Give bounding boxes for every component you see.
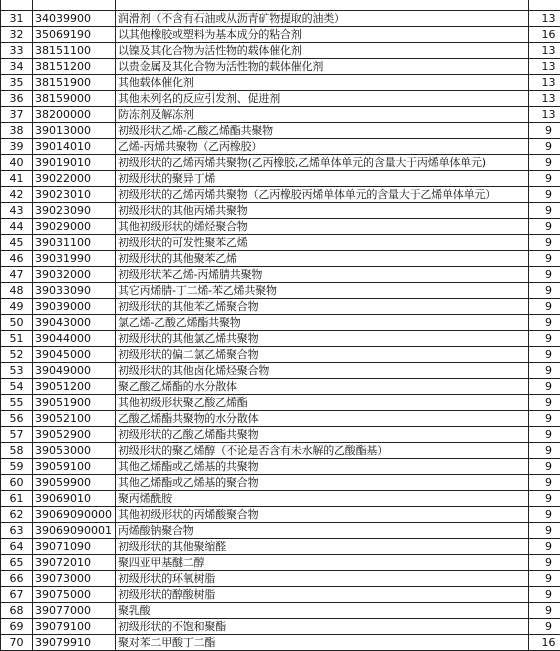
rate-cell: 9 — [529, 299, 560, 315]
table-row — [1, 603, 560, 619]
table-row — [1, 411, 560, 427]
row-number-cell: 49 — [1, 299, 33, 315]
commodity-code-cell: 39052900 — [33, 427, 116, 443]
description-cell: 初级形状的偏二氯乙烯聚合物 — [116, 347, 529, 363]
rate-cell: 9 — [529, 235, 560, 251]
rate-cell: 9 — [529, 587, 560, 603]
commodity-code-cell: 38200000 — [33, 107, 116, 123]
row-number-cell: 68 — [1, 603, 33, 619]
row-number-cell: 31 — [1, 11, 33, 27]
description-cell: 聚乙酸乙烯酯的水分散体 — [116, 379, 529, 395]
commodity-code-cell: 39059100 — [33, 459, 116, 475]
description-cell: 乙酸乙烯酯共聚物的水分散体 — [116, 411, 529, 427]
row-number-cell: 44 — [1, 219, 33, 235]
description-cell: 防冻剂及解冻剂 — [116, 107, 529, 123]
table-row — [1, 395, 560, 411]
rate-cell: 9 — [529, 315, 560, 331]
commodity-code-cell: 38151900 — [33, 75, 116, 91]
table-row — [1, 27, 560, 43]
description-cell: 润滑剂（不含有石油或从沥青矿物提取的油类） — [116, 11, 529, 27]
description-cell: 初级形状的其他苯乙烯聚合物 — [116, 299, 529, 315]
row-number-cell: 42 — [1, 187, 33, 203]
description-cell: 初级形状的其他丙烯共聚物 — [116, 203, 529, 219]
row-number-cell: 55 — [1, 395, 33, 411]
row-number-cell: 58 — [1, 443, 33, 459]
rate-cell: 13 — [529, 75, 560, 91]
commodity-code-cell: 39059900 — [33, 475, 116, 491]
description-cell: 聚丙烯酰胺 — [116, 491, 529, 507]
rate-cell: 9 — [529, 219, 560, 235]
table-row — [1, 299, 560, 315]
rate-cell: 9 — [529, 379, 560, 395]
rate-cell — [529, 0, 560, 11]
description-cell: 以贵金属及其化合物为活性物的载体催化剂 — [116, 59, 529, 75]
table-row — [1, 219, 560, 235]
row-number-cell: 54 — [1, 379, 33, 395]
table-row — [1, 555, 560, 571]
description-cell: 丙烯酸钠聚合物 — [116, 523, 529, 539]
commodity-code-cell: 39072010 — [33, 555, 116, 571]
table-row — [1, 507, 560, 523]
description-cell: 其他未列名的反应引发剂、促进剂 — [116, 91, 529, 107]
rate-cell: 9 — [529, 155, 560, 171]
commodity-code-cell — [33, 0, 116, 11]
description-cell: 初级形状的其他聚苯乙烯 — [116, 251, 529, 267]
row-number-cell: 52 — [1, 347, 33, 363]
table-row — [1, 491, 560, 507]
row-number-cell: 67 — [1, 587, 33, 603]
commodity-code-cell: 39044000 — [33, 331, 116, 347]
description-cell: 初级形状的聚异丁烯 — [116, 171, 529, 187]
description-cell: 初级形状的乙烯丙烯共聚物（乙丙橡胶丙烯单体单元的含量大于乙烯单体单元） — [116, 187, 529, 203]
table-row — [1, 571, 560, 587]
row-number-cell: 64 — [1, 539, 33, 555]
row-number-cell: 45 — [1, 235, 33, 251]
rate-cell: 9 — [529, 331, 560, 347]
rate-cell: 9 — [529, 411, 560, 427]
table-row — [1, 427, 560, 443]
table-row — [1, 203, 560, 219]
row-number-cell: 33 — [1, 43, 33, 59]
description-cell — [116, 0, 529, 11]
rate-cell: 9 — [529, 475, 560, 491]
commodity-code-cell: 38159000 — [33, 91, 116, 107]
rate-cell: 9 — [529, 363, 560, 379]
table-row — [1, 459, 560, 475]
table-row — [1, 91, 560, 107]
rate-cell: 9 — [529, 171, 560, 187]
table-row — [1, 107, 560, 123]
commodity-code-cell: 39079100 — [33, 619, 116, 635]
row-number-cell: 53 — [1, 363, 33, 379]
description-cell: 初级形状的乙烯丙烯共聚物(乙丙橡胶,乙烯单体单元的含量大于丙烯单体单元) — [116, 155, 529, 171]
row-number-cell: 70 — [1, 635, 33, 651]
row-number-cell: 69 — [1, 619, 33, 635]
row-number-cell: 65 — [1, 555, 33, 571]
commodity-code-cell: 39073000 — [33, 571, 116, 587]
row-number-cell: 35 — [1, 75, 33, 91]
rate-cell: 16 — [529, 27, 560, 43]
rate-cell: 9 — [529, 187, 560, 203]
description-cell: 初级形状的聚乙烯醇（不论是否含有未水解的乙酸酯基） — [116, 443, 529, 459]
table-row — [1, 379, 560, 395]
commodity-code-cell: 39075000 — [33, 587, 116, 603]
description-cell: 其它丙烯腈-丁二烯-苯乙烯共聚物 — [116, 283, 529, 299]
description-cell: 初级形状的可发性聚苯乙烯 — [116, 235, 529, 251]
commodity-code-cell: 39045000 — [33, 347, 116, 363]
table-row — [1, 587, 560, 603]
commodity-code-cell: 39023010 — [33, 187, 116, 203]
table-row — [1, 443, 560, 459]
row-number-cell — [1, 0, 33, 11]
description-cell: 初级形状的其他聚缩醛 — [116, 539, 529, 555]
description-cell: 初级形状乙烯-乙酸乙烯酯共聚物 — [116, 123, 529, 139]
table-row — [1, 43, 560, 59]
table-row — [1, 251, 560, 267]
commodity-code-cell: 39019010 — [33, 155, 116, 171]
rate-cell: 9 — [529, 267, 560, 283]
table-row — [1, 139, 560, 155]
description-cell: 初级形状的其他卤化烯烃聚合物 — [116, 363, 529, 379]
row-number-cell: 40 — [1, 155, 33, 171]
table-row — [1, 187, 560, 203]
row-number-cell: 37 — [1, 107, 33, 123]
row-number-cell: 56 — [1, 411, 33, 427]
description-cell: 初级形状的环氧树脂 — [116, 571, 529, 587]
description-cell: 初级形状的醇酸树脂 — [116, 587, 529, 603]
table-row — [1, 283, 560, 299]
commodity-code-cell: 39051900 — [33, 395, 116, 411]
description-cell: 其他乙烯酯或乙烯基的聚合物 — [116, 475, 529, 491]
row-number-cell: 61 — [1, 491, 33, 507]
row-number-cell: 47 — [1, 267, 33, 283]
rate-cell: 13 — [529, 91, 560, 107]
commodity-code-cell: 39032000 — [33, 267, 116, 283]
row-number-cell: 60 — [1, 475, 33, 491]
table-row — [1, 267, 560, 283]
description-cell: 氯乙烯-乙酸乙烯酯共聚物 — [116, 315, 529, 331]
commodity-code-cell: 39029000 — [33, 219, 116, 235]
commodity-code-cell: 34039900 — [33, 11, 116, 27]
description-cell: 其他初级形状的丙烯酸聚合物 — [116, 507, 529, 523]
row-number-cell: 59 — [1, 459, 33, 475]
commodity-code-cell: 38151100 — [33, 43, 116, 59]
rate-cell: 9 — [529, 571, 560, 587]
row-number-cell: 51 — [1, 331, 33, 347]
row-number-cell: 66 — [1, 571, 33, 587]
commodity-code-cell: 39053000 — [33, 443, 116, 459]
row-number-cell: 46 — [1, 251, 33, 267]
commodity-code-cell: 39013000 — [33, 123, 116, 139]
description-cell: 以其他橡胶或塑料为基本成分的粘合剂 — [116, 27, 529, 43]
table-row — [1, 635, 560, 651]
rate-cell: 9 — [529, 123, 560, 139]
commodity-code-cell: 39039000 — [33, 299, 116, 315]
description-cell: 其他乙烯酯或乙烯基的共聚物 — [116, 459, 529, 475]
commodity-code-cell: 39077000 — [33, 603, 116, 619]
commodity-code-cell: 39031990 — [33, 251, 116, 267]
description-cell: 初级形状的乙酸乙烯酯共聚物 — [116, 427, 529, 443]
row-number-cell: 32 — [1, 27, 33, 43]
table-row — [1, 523, 560, 539]
rate-cell: 9 — [529, 603, 560, 619]
rate-cell: 9 — [529, 555, 560, 571]
description-cell: 初级形状的不饱和聚酯 — [116, 619, 529, 635]
rate-cell: 13 — [529, 43, 560, 59]
rate-cell: 9 — [529, 539, 560, 555]
table-row — [1, 171, 560, 187]
description-cell: 乙烯-丙烯共聚物（乙丙橡胶） — [116, 139, 529, 155]
row-number-cell: 43 — [1, 203, 33, 219]
table-row — [1, 539, 560, 555]
rate-cell: 13 — [529, 59, 560, 75]
commodity-code-cell: 35069190 — [33, 27, 116, 43]
commodity-code-cell: 39079910 — [33, 635, 116, 651]
rate-cell: 13 — [529, 107, 560, 123]
description-cell: 其他初级形状的烯烃聚合物 — [116, 219, 529, 235]
row-number-cell: 48 — [1, 283, 33, 299]
row-number-cell: 63 — [1, 523, 33, 539]
rate-cell: 9 — [529, 443, 560, 459]
rate-cell: 9 — [529, 139, 560, 155]
commodity-code-cell: 39014010 — [33, 139, 116, 155]
row-number-cell: 41 — [1, 171, 33, 187]
rate-cell: 9 — [529, 251, 560, 267]
rate-cell: 9 — [529, 427, 560, 443]
commodity-code-cell: 39052100 — [33, 411, 116, 427]
commodity-code-cell: 39069090000 — [33, 507, 116, 523]
commodity-code-cell: 39033090 — [33, 283, 116, 299]
table-row — [1, 475, 560, 491]
commodity-code-cell: 39031100 — [33, 235, 116, 251]
commodity-code-cell: 39049000 — [33, 363, 116, 379]
rate-cell: 9 — [529, 507, 560, 523]
description-cell: 其他初级形状聚乙酸乙烯酯 — [116, 395, 529, 411]
rate-cell: 9 — [529, 347, 560, 363]
commodity-code-cell: 39023090 — [33, 203, 116, 219]
commodity-code-cell: 39069090001 — [33, 523, 116, 539]
row-number-cell: 62 — [1, 507, 33, 523]
commodity-code-cell: 39051200 — [33, 379, 116, 395]
commodity-code-cell: 39022000 — [33, 171, 116, 187]
description-cell: 初级形状的其他氯乙烯共聚物 — [116, 331, 529, 347]
rate-cell: 16 — [529, 635, 560, 651]
table-row — [1, 315, 560, 331]
table-row — [1, 235, 560, 251]
rate-cell: 9 — [529, 459, 560, 475]
table-row — [1, 347, 560, 363]
description-cell: 以镍及其化合物为活性物的载体催化剂 — [116, 43, 529, 59]
rate-cell: 9 — [529, 523, 560, 539]
row-number-cell: 39 — [1, 139, 33, 155]
rate-cell: 13 — [529, 11, 560, 27]
row-number-cell: 38 — [1, 123, 33, 139]
description-cell: 聚乳酸 — [116, 603, 529, 619]
table-row — [1, 75, 560, 91]
row-number-cell: 36 — [1, 91, 33, 107]
description-cell: 其他载体催化剂 — [116, 75, 529, 91]
table-row — [1, 0, 560, 11]
row-number-cell: 34 — [1, 59, 33, 75]
commodity-code-cell: 39071090 — [33, 539, 116, 555]
table-row — [1, 11, 560, 27]
row-number-cell: 50 — [1, 315, 33, 331]
description-cell: 初级形状苯乙烯-丙烯腈共聚物 — [116, 267, 529, 283]
rate-cell: 9 — [529, 491, 560, 507]
table-row — [1, 155, 560, 171]
table-body — [1, 0, 560, 651]
table-row — [1, 331, 560, 347]
row-number-cell: 57 — [1, 427, 33, 443]
table-row — [1, 123, 560, 139]
rate-cell: 9 — [529, 283, 560, 299]
table-row — [1, 619, 560, 635]
commodity-code-cell: 39043000 — [33, 315, 116, 331]
rate-cell: 9 — [529, 395, 560, 411]
description-cell: 聚四亚甲基醚二醇 — [116, 555, 529, 571]
table-row — [1, 59, 560, 75]
table-row — [1, 363, 560, 379]
rate-cell: 9 — [529, 203, 560, 219]
rate-cell: 9 — [529, 619, 560, 635]
commodity-code-cell: 38151200 — [33, 59, 116, 75]
commodity-code-cell: 39069010 — [33, 491, 116, 507]
description-cell: 聚对苯二甲酸丁二酯 — [116, 635, 529, 651]
